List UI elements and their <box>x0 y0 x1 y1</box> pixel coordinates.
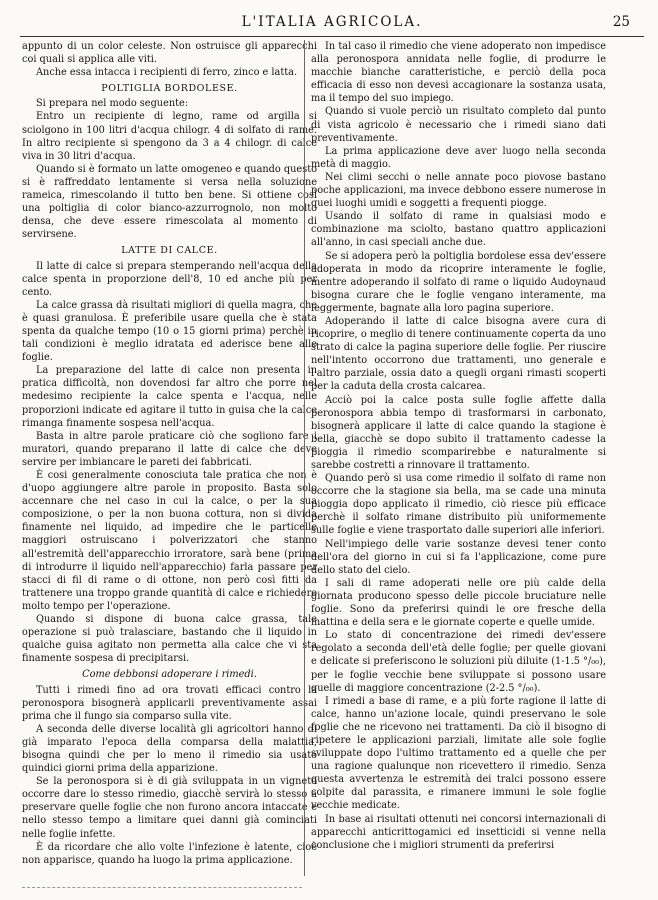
paragraph: Quando però si usa come rimedio il solfato di rame non occorre che la stagione sia bella, ma se cade una minuta pioggia dopo applicato il rimedio, ciò riesce più efficace perchè il solfato rimane distribuito più uniformemente sulle foglie e viene trasportato dalle superiori alle inferiori. <box>311 473 606 537</box>
paragraph: Si prepara nel modo seguente: <box>36 98 189 110</box>
page-header <box>20 14 644 36</box>
paragraph: Lo stato di concentrazione dei rimedi dev'essere regolato a seconda dell'età delle foglie; per quelle giovani e delicate si preferiscono le soluzioni più diluite (1-1.5 °/₀₀), per le foglie vecchie bene sviluppate si possono usare quelle di maggiore concentrazione (2-2.5 °/₀₀). <box>311 630 606 694</box>
paragraph: appunto di un color celeste. Non ostruisce gli apparecchi coi quali si applica alle viti. <box>22 41 317 66</box>
footer-dashed-line <box>22 887 302 888</box>
paragraph: Se la peronospora si è di già sviluppata in un vigneto occorre dare lo stesso rimedio, giacchè servirà lo stesso a preservare quelle foglie che non furono ancora intaccate e nello stesso tempo a limitare quei danni già cominciati nelle foglie infette. <box>22 776 317 840</box>
paragraph: La calce grassa dà risultati migliori di quella magra, che è quasi granulosa. È preferibile usare quella che è stata spenta da qualche tempo (10 o 15 giorni prima) perchè in tali condizioni è meglio idratata ed aderisce bene alle foglie. <box>22 299 317 364</box>
left-column <box>22 40 317 867</box>
paragraph: È cosi generalmente conosciuta tale pratica che non è d'uopo aggiungere altre parole in proposito. Basta solo accennare che nel caso in cui la calce, o per la sua composizione, o per la non buona cottura, non si divida finamente nel liquido, ad impedire che le particelle maggiori ostruiscano i polverizzatori che stanno all'estremità dell'apparecchio irroratore, sarà bene (prima di introdurre il liquido nell'apparecchio) farla passare per stacci di fil di rame o di ottone, non però così fitti da trattenere una troppo grande quantità di calce e richiedere molto tempo per l'operazione. <box>22 470 317 612</box>
paragraph: La preparazione del latte di calce non presenta in pratica difficoltà, non dovendosi far altro che porre nel medesimo recipiente la calce spenta e l'acqua, nelle proporzioni indicate ed agitare il tutto in guisa che la calce rimanga finamente sospesa nell'acqua. <box>22 365 317 429</box>
paragraph: Nei climi secchi o nelle annate poco piovose bastano poche applicazioni, ma invece debbono essere numerose in quei luoghi umidi e soggetti a frequenti piogge. <box>311 171 606 210</box>
paragraph: Quando si dispone di buona calce grassa, tale operazione si può tralasciare, bastando che il liquido in qualche guisa agitato non permetta alla calce che vi sta finamente sospesa di precipitarsi. <box>22 614 317 665</box>
paragraph: Tutti i rimedi fino ad ora trovati efficaci contro la peronospora bisognerà applicarli preventivamente assai prima che il fungo sia comparso sulla vite. <box>22 684 317 722</box>
paragraph: Basta in altre parole praticare ciò che sogliono fare i muratori, quando preparano il latte di calce che deve servire per imbiancare le pareti dei fabbricati. <box>22 430 317 468</box>
paragraph: Nell'impiego delle varie sostanze devesi tener conto dell'ora del giorno in cui si fa l'applicazione, come pure dello stato del cielo. <box>311 538 606 576</box>
paragraph: Anche essa intacca i recipienti di ferro, zinco e latta. <box>36 67 298 79</box>
paragraph: In base ai risultati ottenuti nei concorsi internazionali di apparecchi anticrittogamici ed insetticidi si venne nella conclusione che i migliori strumenti da preferirsi <box>311 813 606 851</box>
right-column <box>311 40 606 852</box>
paragraph: È da ricordare che allo volte l'infezione è latente, cioè non apparisce, quando ha luogo la prima applicazione. <box>22 841 317 866</box>
running-title: L'ITALIA AGRICOLA. <box>241 14 423 30</box>
paragraph: Entro un recipiente di legno, rame od argilla si sciolgono in 100 litri d'acqua chilogr. 4 di solfato di rame. In altro recipiente si spengono da 3 a 4 chilogr. di calce viva in 30 litri d'acqua. <box>22 111 317 162</box>
paragraph: I sali di rame adoperati nelle ore più calde della giornata producono spesso delle piccole bruciature nelle foglie. Sono da preferirsi quindi le ore fresche della mattina e della sera e le giornate coperte e quelle umide. <box>311 577 606 629</box>
section-heading: Come debbonsi adoperare i rimedi. <box>82 669 257 681</box>
paragraph: Se si adopera però la poltiglia bordolese essa dev'essere adoperata in modo da ricoprire interamente le foglie, mentre adoperando il solfato di rame o liquido Audoynaud bisogna curare che le foglie vengano interamente, ma leggermente, bagnate alla loro pagina superiore. <box>311 250 606 314</box>
paragraph: Quando si vuole perciò un risultato completo dal punto di vista agricolo è necessario che i rimedi siano dati preventivamente. <box>311 106 606 144</box>
paragraph: A seconda delle diverse località gli agricoltori hanno di già imparato l'epoca della comparsa della malattia, bisogna quindi che per lo meno il rimedio sia usato quindici giorni prima della apparizione. <box>22 723 317 775</box>
paragraph: La prima applicazione deve aver luogo nella seconda metà di maggio. <box>311 145 606 170</box>
paragraph: In tal caso il rimedio che viene adoperato non impedisce alla peronospora annidata nelle foglie, di produrre le macchie bianche caratteristiche, e perciò della poca efficacia di esso non devesi accagionare la sostanza usata, ma il tempo del suo impiego. <box>311 41 606 105</box>
section-heading: POLTIGLIA BORDOLESE. <box>101 83 238 95</box>
paragraph: Il latte di calce si prepara stemperando nell'acqua della calce spenta in proporzione dell'8, 10 ed anche più per cento. <box>22 260 317 298</box>
column-divider <box>304 40 305 876</box>
paragraph: Acciò poi la calce posta sulle foglie affette dalla peronospora abbia tempo di trasformarsi in carbonato, bisognerà applicare il latte di calce quando la stagione è bella, giacchè se dopo subito il trattamento cadesse la pioggia il rimedio scomparirebbe e naturalmente si sarebbe costretti a rinnovare il trattamento. <box>311 394 606 471</box>
page-number: 25 <box>612 14 630 30</box>
paragraph: Adoperando il latte di calce bisogna avere cura di ricoprire, o meglio di tenere continuamente coperta da uno strato di calce la pagina superiore delle foglie. Per riuscire nell'intento occorrono due trattamenti, uno generale e l'altro parziale, ossia dato a quegli organi rimasti scoperti per la caduta della crosta calcarea. <box>311 315 606 393</box>
section-heading: LATTE DI CALCE. <box>121 245 218 257</box>
paragraph: I rimedi a base di rame, e a più forte ragione il latte di calce, hanno un'azione locale, quindi preservano le sole foglie che ne ricevono nei trattamenti. Da ciò il bisogno di ripetere le applicazioni parziali, limitate alle sole foglie sviluppate dopo l'ultimo trattamento ed a quelle che per una ragione qualunque non ricevettero il rimedio. Senza questa avvertenza le estremità dei tralci possono essere colpite dal parassita, e rimanere immuni le sole foglie vecchie medicate. <box>311 695 606 812</box>
header-rule <box>20 36 644 37</box>
paragraph: Usando il solfato di rame in qualsiasi modo e combinazione ma sciolto, bastano quattro applicazioni all'anno, in casi speciali anche due. <box>311 211 606 249</box>
paragraph: Quando si è formato un latte omogeneo e quando questo si è raffreddato lentamente si versa nella soluzione rameica, rimescolando il tutto ben bene. Si ottiene così una poltiglia di color bianco-azzurrognolo, non molto densa, che deve essere rimescolata al momento di servirsene. <box>22 163 317 241</box>
